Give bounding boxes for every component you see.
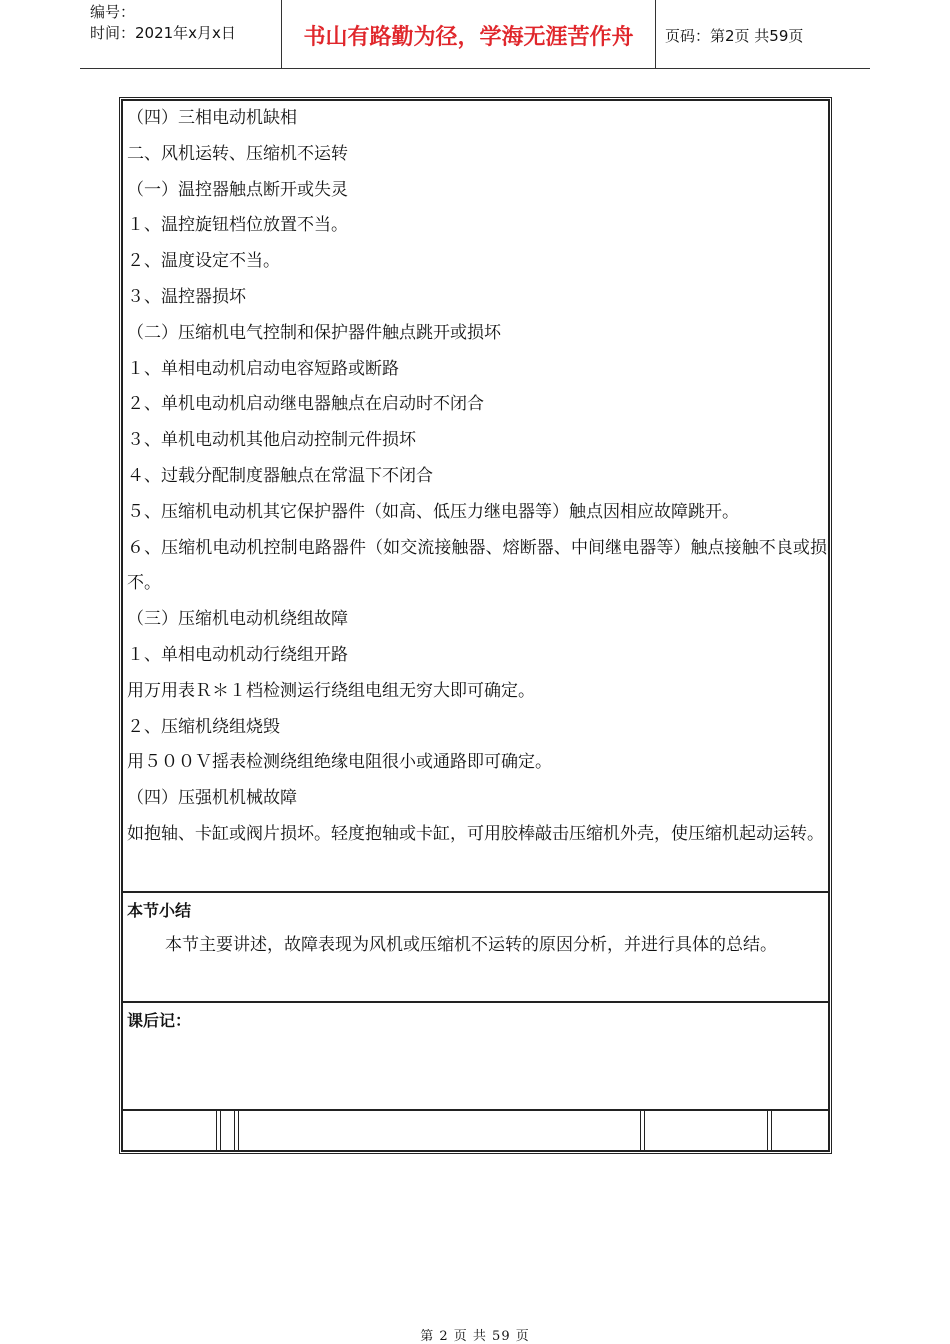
page-header: [80, 0, 870, 69]
cell-divider: [767, 1111, 768, 1150]
content-line: ２、单机电动机启动继电器触点在启动时不闭合: [127, 394, 484, 415]
content-line: 用万用表Ｒ＊１档检测运行绕组电组无穷大即可确定。: [127, 680, 535, 701]
summary-title: 本节小结: [127, 901, 192, 920]
content-line: （四）压强机机械故障: [127, 788, 297, 809]
summary-section: [127, 895, 827, 963]
cell-divider: [644, 1111, 645, 1150]
page-footer: 第 2 页 共 59 页: [420, 1329, 530, 1344]
header-meta: [90, 2, 280, 68]
header-page-info: 页码：第2页 共59页: [665, 27, 804, 45]
content-line: （三）压缩机电动机绕组故障: [127, 609, 348, 630]
content-line: ３、温控器损坏: [127, 286, 246, 307]
header-motto: 书山有路勤为径，学海无涯苦作舟: [303, 25, 634, 50]
summary-body: 本节主要讲述，故障表现为风机或压缩机不运转的原因分析，并进行具体的总结。: [165, 935, 777, 955]
content-line: １、单相电动机动行绕组开路: [127, 644, 348, 665]
content-line: ２、压缩机绕组烧毁: [127, 716, 280, 737]
content-line: ２、温度设定不当。: [127, 251, 280, 272]
content-line: 用５００Ｖ摇表检测绕组绝缘电阻很小或通路即可确定。: [127, 752, 552, 773]
content-paragraph: ６、压缩机电动机控制电路器件（如交流接触器、熔断器、中间继电器等）触点接触不良或损不。: [127, 537, 827, 594]
cell-divider: [220, 1111, 221, 1150]
table-divider: [123, 1001, 828, 1003]
table-divider: [123, 891, 828, 893]
content-line: ５、压缩机电动机其它保护器件（如高、低压力继电器等）触点因相应故障跳开。: [127, 501, 739, 522]
content-line: １、温控旋钮档位放置不当。: [127, 215, 348, 236]
cell-divider: [238, 1111, 239, 1150]
content-paragraph: 如抱轴、卡缸或阀片损坏。轻度抱轴或卡缸，可用胶棒敲击压缩机外壳，使压缩机起动运转。: [127, 823, 824, 844]
cell-divider: [640, 1111, 641, 1150]
time-label: 时间：2021年x月x日: [90, 24, 236, 42]
content-line: ４、过载分配制度器触点在常温下不闭合: [127, 465, 433, 486]
notes-section: [127, 1005, 827, 1037]
content-line: ３、单机电动机其他启动控制元件损坏: [127, 430, 416, 451]
content-line: （四）三相电动机缺相: [127, 108, 297, 128]
lesson-table: [121, 99, 830, 1152]
table-footer-row: [123, 1111, 828, 1150]
content-line: （一）温控器触点断开或失灵: [127, 179, 348, 200]
number-label: 编号：: [90, 3, 136, 21]
lesson-content: [127, 101, 827, 892]
cell-divider: [234, 1111, 235, 1150]
content-line: １、单相电动机启动电容短路或断路: [127, 358, 399, 379]
notes-title: 课后记：: [127, 1011, 192, 1030]
content-line: （二）压缩机电气控制和保护器件触点跳开或损坏: [127, 322, 501, 343]
header-divider: [655, 0, 656, 68]
content-line: 二、风机运转、压缩机不运转: [127, 143, 348, 164]
cell-divider: [216, 1111, 217, 1150]
cell-divider: [771, 1111, 772, 1150]
